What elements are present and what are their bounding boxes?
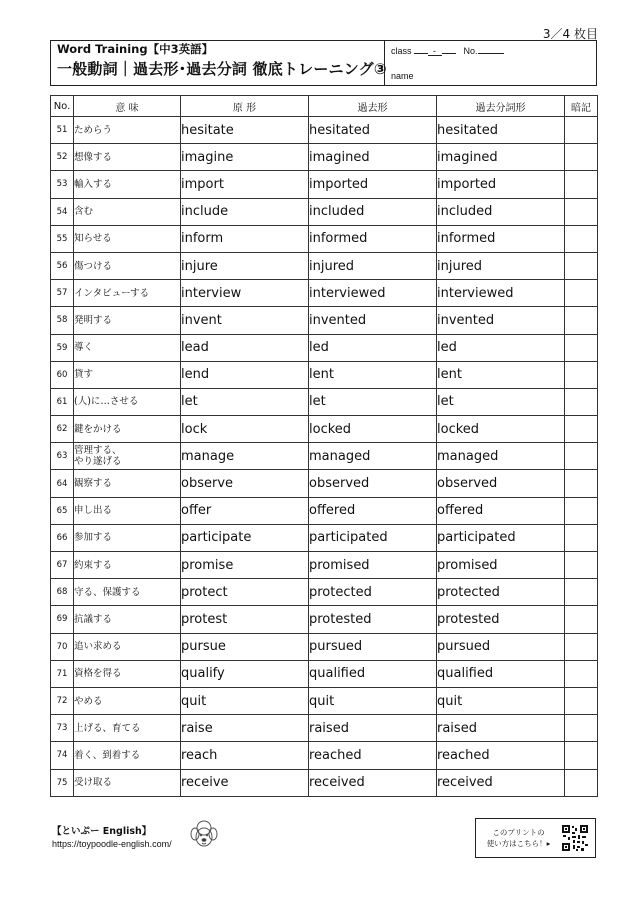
row-memorize-check[interactable] bbox=[565, 769, 598, 796]
row-past-participle: protected bbox=[437, 579, 565, 606]
row-memorize-check[interactable] bbox=[565, 117, 598, 144]
row-past-form: included bbox=[309, 198, 437, 225]
row-past-form: offered bbox=[309, 497, 437, 524]
row-number: 69 bbox=[51, 606, 74, 633]
row-past-participle: promised bbox=[437, 552, 565, 579]
row-past-participle: protested bbox=[437, 606, 565, 633]
row-past-form: imported bbox=[309, 171, 437, 198]
row-base-form: manage bbox=[181, 443, 309, 470]
row-memorize-check[interactable] bbox=[565, 579, 598, 606]
row-memorize-check[interactable] bbox=[565, 416, 598, 443]
row-number: 68 bbox=[51, 579, 74, 606]
row-past-participle: qualified bbox=[437, 660, 565, 687]
row-meaning: 管理する、 やり遂げる bbox=[74, 443, 181, 470]
row-meaning: やめる bbox=[74, 687, 181, 714]
table-row bbox=[51, 144, 598, 171]
row-base-form: import bbox=[181, 171, 309, 198]
row-past-participle: lent bbox=[437, 361, 565, 388]
table-row bbox=[51, 715, 598, 742]
row-base-form: invent bbox=[181, 307, 309, 334]
number-blank[interactable] bbox=[478, 44, 504, 54]
row-past-form: participated bbox=[309, 524, 437, 551]
row-base-form: reach bbox=[181, 742, 309, 769]
row-meaning: 守る、保護する bbox=[74, 579, 181, 606]
row-past-form: led bbox=[309, 334, 437, 361]
row-memorize-check[interactable] bbox=[565, 470, 598, 497]
row-past-participle: imported bbox=[437, 171, 565, 198]
row-meaning: 貸す bbox=[74, 361, 181, 388]
row-meaning: 抗議する bbox=[74, 606, 181, 633]
row-past-participle: hesitated bbox=[437, 117, 565, 144]
row-past-form: protected bbox=[309, 579, 437, 606]
row-number: 61 bbox=[51, 388, 74, 415]
row-number: 67 bbox=[51, 552, 74, 579]
poodle-mascot-icon bbox=[186, 816, 222, 852]
row-past-form: imagined bbox=[309, 144, 437, 171]
row-meaning: インタビューする bbox=[74, 280, 181, 307]
row-number: 72 bbox=[51, 687, 74, 714]
row-past-form: locked bbox=[309, 416, 437, 443]
row-meaning: 鍵をかける bbox=[74, 416, 181, 443]
word-table bbox=[50, 95, 598, 797]
row-memorize-check[interactable] bbox=[565, 633, 598, 660]
worksheet-header bbox=[50, 40, 597, 86]
table-row bbox=[51, 497, 598, 524]
row-memorize-check[interactable] bbox=[565, 524, 598, 551]
row-base-form: imagine bbox=[181, 144, 309, 171]
row-past-participle: raised bbox=[437, 715, 565, 742]
row-memorize-check[interactable] bbox=[565, 334, 598, 361]
row-meaning: 上げる、育てる bbox=[74, 715, 181, 742]
table-row bbox=[51, 579, 598, 606]
row-past-form: pursued bbox=[309, 633, 437, 660]
row-base-form: interview bbox=[181, 280, 309, 307]
row-base-form: protest bbox=[181, 606, 309, 633]
row-past-participle: reached bbox=[437, 742, 565, 769]
row-base-form: participate bbox=[181, 524, 309, 551]
col-header-past-participle: 過去分詞形 bbox=[437, 96, 565, 117]
row-memorize-check[interactable] bbox=[565, 361, 598, 388]
row-meaning: 申し出る bbox=[74, 497, 181, 524]
row-memorize-check[interactable] bbox=[565, 497, 598, 524]
row-past-participle: included bbox=[437, 198, 565, 225]
table-row bbox=[51, 388, 598, 415]
row-base-form: promise bbox=[181, 552, 309, 579]
row-base-form: hesitate bbox=[181, 117, 309, 144]
row-memorize-check[interactable] bbox=[565, 687, 598, 714]
row-past-form: qualified bbox=[309, 660, 437, 687]
class-label: class bbox=[391, 46, 412, 56]
row-meaning: 着く、到着する bbox=[74, 742, 181, 769]
row-past-participle: locked bbox=[437, 416, 565, 443]
row-past-participle: participated bbox=[437, 524, 565, 551]
row-meaning: 受け取る bbox=[74, 769, 181, 796]
row-number: 70 bbox=[51, 633, 74, 660]
row-meaning: (人)に…させる bbox=[74, 388, 181, 415]
col-header-past: 過去形 bbox=[309, 96, 437, 117]
row-meaning: 傷つける bbox=[74, 252, 181, 279]
row-meaning: 導く bbox=[74, 334, 181, 361]
number-label: No. bbox=[463, 46, 478, 56]
usage-guide-line-1: このプリントの bbox=[492, 828, 545, 837]
row-number: 66 bbox=[51, 524, 74, 551]
row-memorize-check[interactable] bbox=[565, 606, 598, 633]
row-number: 60 bbox=[51, 361, 74, 388]
usage-guide-line-2: 使い方はこちら！▸ bbox=[486, 839, 551, 848]
usage-guide-box[interactable] bbox=[475, 818, 596, 858]
col-header-no: No. bbox=[51, 96, 74, 117]
row-meaning: 発明する bbox=[74, 307, 181, 334]
row-base-form: observe bbox=[181, 470, 309, 497]
row-past-participle: managed bbox=[437, 443, 565, 470]
header-title-box bbox=[51, 41, 385, 85]
row-meaning: 参加する bbox=[74, 524, 181, 551]
row-memorize-check[interactable] bbox=[565, 552, 598, 579]
qr-code-icon[interactable] bbox=[561, 824, 589, 852]
col-header-memorize: 暗記 bbox=[565, 96, 598, 117]
row-past-form: let bbox=[309, 388, 437, 415]
row-memorize-check[interactable] bbox=[565, 715, 598, 742]
row-past-form: observed bbox=[309, 470, 437, 497]
usage-guide-text[interactable] bbox=[476, 827, 561, 849]
class-dash: - bbox=[428, 46, 442, 56]
row-number: 62 bbox=[51, 416, 74, 443]
row-base-form: raise bbox=[181, 715, 309, 742]
table-row bbox=[51, 606, 598, 633]
row-past-form: lent bbox=[309, 361, 437, 388]
row-number: 64 bbox=[51, 470, 74, 497]
row-past-form: reached bbox=[309, 742, 437, 769]
row-base-form: quit bbox=[181, 687, 309, 714]
table-row bbox=[51, 552, 598, 579]
name-label: name bbox=[391, 71, 414, 81]
row-past-participle: observed bbox=[437, 470, 565, 497]
class-blank-1[interactable] bbox=[414, 44, 428, 54]
row-number: 58 bbox=[51, 307, 74, 334]
row-meaning: 知らせる bbox=[74, 225, 181, 252]
row-number: 54 bbox=[51, 198, 74, 225]
row-number: 63 bbox=[51, 443, 74, 470]
col-header-meaning: 意 味 bbox=[74, 96, 181, 117]
row-number: 74 bbox=[51, 742, 74, 769]
row-meaning: 輸入する bbox=[74, 171, 181, 198]
table-row bbox=[51, 443, 598, 470]
col-header-base: 原 形 bbox=[181, 96, 309, 117]
row-past-form: quit bbox=[309, 687, 437, 714]
row-memorize-check[interactable] bbox=[565, 280, 598, 307]
table-row bbox=[51, 524, 598, 551]
row-number: 65 bbox=[51, 497, 74, 524]
page-number: 3／4 枚目 bbox=[542, 27, 598, 41]
row-number: 73 bbox=[51, 715, 74, 742]
table-row bbox=[51, 252, 598, 279]
site-url-link[interactable]: https://toypoodle-english.com/ bbox=[52, 839, 172, 849]
row-memorize-check[interactable] bbox=[565, 388, 598, 415]
class-blank-2[interactable] bbox=[442, 44, 456, 54]
row-base-form: protect bbox=[181, 579, 309, 606]
table-row bbox=[51, 361, 598, 388]
worksheet-subtitle: Word Training【中3英語】 bbox=[57, 42, 214, 56]
row-base-form: offer bbox=[181, 497, 309, 524]
row-past-participle: quit bbox=[437, 687, 565, 714]
row-past-participle: led bbox=[437, 334, 565, 361]
row-past-participle: offered bbox=[437, 497, 565, 524]
row-memorize-check[interactable] bbox=[565, 144, 598, 171]
row-meaning: 観察する bbox=[74, 470, 181, 497]
row-base-form: pursue bbox=[181, 633, 309, 660]
table-row bbox=[51, 334, 598, 361]
row-memorize-check[interactable] bbox=[565, 443, 598, 470]
row-past-form: invented bbox=[309, 307, 437, 334]
row-number: 57 bbox=[51, 280, 74, 307]
row-number: 52 bbox=[51, 144, 74, 171]
row-past-participle: let bbox=[437, 388, 565, 415]
row-memorize-check[interactable] bbox=[565, 660, 598, 687]
row-meaning: 追い求める bbox=[74, 633, 181, 660]
row-past-form: hesitated bbox=[309, 117, 437, 144]
row-meaning: 約束する bbox=[74, 552, 181, 579]
worksheet-title: 一般動詞｜過去形･過去分詞 徹底トレーニング③ bbox=[57, 60, 387, 78]
row-memorize-check[interactable] bbox=[565, 225, 598, 252]
row-past-participle: imagined bbox=[437, 144, 565, 171]
row-past-form: protested bbox=[309, 606, 437, 633]
row-base-form: lend bbox=[181, 361, 309, 388]
row-number: 55 bbox=[51, 225, 74, 252]
row-number: 51 bbox=[51, 117, 74, 144]
row-meaning: ためらう bbox=[74, 117, 181, 144]
row-number: 53 bbox=[51, 171, 74, 198]
table-header-row bbox=[51, 96, 598, 117]
row-base-form: inform bbox=[181, 225, 309, 252]
class-number-line bbox=[391, 44, 590, 56]
row-memorize-check[interactable] bbox=[565, 307, 598, 334]
row-past-participle: interviewed bbox=[437, 280, 565, 307]
table-row bbox=[51, 769, 598, 796]
row-past-participle: invented bbox=[437, 307, 565, 334]
brand-name: 【といぷー English】 bbox=[52, 826, 152, 837]
row-past-form: informed bbox=[309, 225, 437, 252]
row-meaning: 資格を得る bbox=[74, 660, 181, 687]
row-base-form: lock bbox=[181, 416, 309, 443]
row-past-form: raised bbox=[309, 715, 437, 742]
row-past-form: promised bbox=[309, 552, 437, 579]
row-memorize-check[interactable] bbox=[565, 171, 598, 198]
table-row bbox=[51, 687, 598, 714]
row-past-participle: received bbox=[437, 769, 565, 796]
table-row bbox=[51, 171, 598, 198]
table-row bbox=[51, 225, 598, 252]
row-past-form: managed bbox=[309, 443, 437, 470]
table-row bbox=[51, 633, 598, 660]
row-base-form: qualify bbox=[181, 660, 309, 687]
row-base-form: let bbox=[181, 388, 309, 415]
row-memorize-check[interactable] bbox=[565, 198, 598, 225]
row-past-form: injured bbox=[309, 252, 437, 279]
row-number: 56 bbox=[51, 252, 74, 279]
row-base-form: lead bbox=[181, 334, 309, 361]
table-row bbox=[51, 660, 598, 687]
row-memorize-check[interactable] bbox=[565, 252, 598, 279]
student-info-box bbox=[385, 41, 596, 85]
row-meaning: 想像する bbox=[74, 144, 181, 171]
row-base-form: receive bbox=[181, 769, 309, 796]
row-base-form: include bbox=[181, 198, 309, 225]
row-past-participle: injured bbox=[437, 252, 565, 279]
row-number: 75 bbox=[51, 769, 74, 796]
table-row bbox=[51, 280, 598, 307]
row-number: 59 bbox=[51, 334, 74, 361]
table-row bbox=[51, 117, 598, 144]
row-memorize-check[interactable] bbox=[565, 742, 598, 769]
table-row bbox=[51, 198, 598, 225]
table-row bbox=[51, 416, 598, 443]
row-past-form: interviewed bbox=[309, 280, 437, 307]
row-past-form: received bbox=[309, 769, 437, 796]
table-row bbox=[51, 470, 598, 497]
row-past-participle: pursued bbox=[437, 633, 565, 660]
table-row bbox=[51, 307, 598, 334]
row-number: 71 bbox=[51, 660, 74, 687]
table-row bbox=[51, 742, 598, 769]
row-meaning: 含む bbox=[74, 198, 181, 225]
row-base-form: injure bbox=[181, 252, 309, 279]
row-past-participle: informed bbox=[437, 225, 565, 252]
